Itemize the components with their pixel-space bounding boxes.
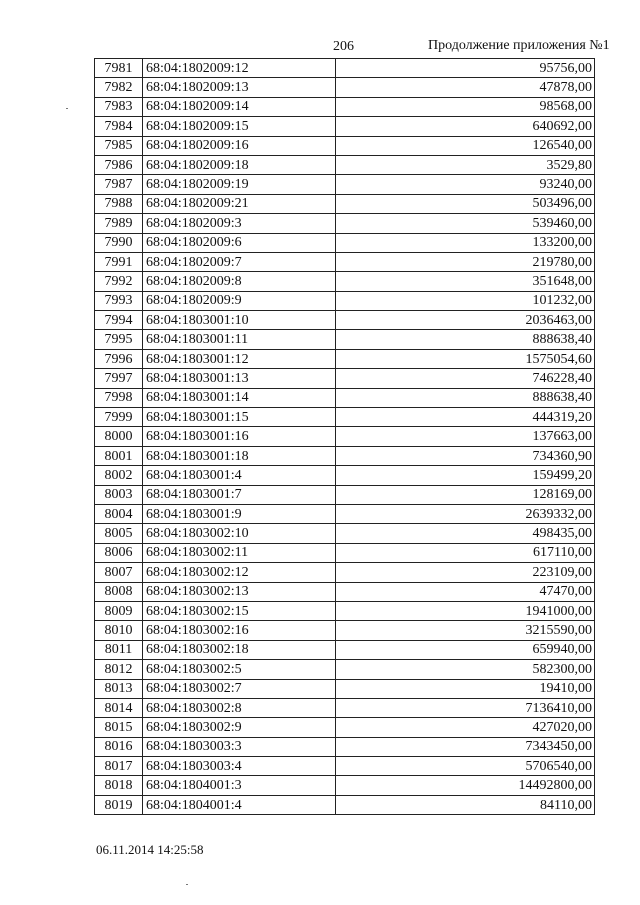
cadastral-number-cell: 68:04:1803002:16	[143, 621, 336, 640]
row-number-cell: 8014	[95, 698, 143, 717]
row-number-cell: 8004	[95, 504, 143, 523]
table-row	[95, 59, 595, 78]
cadastral-number-cell: 68:04:1803001:18	[143, 446, 336, 465]
cadastral-value-cell: 14492800,00	[336, 776, 595, 795]
row-number-cell: 7991	[95, 252, 143, 271]
row-number-cell: 8006	[95, 543, 143, 562]
cadastral-value-cell: 159499,20	[336, 466, 595, 485]
row-number-cell: 7986	[95, 155, 143, 174]
table-row	[95, 136, 595, 155]
cadastral-number-cell: 68:04:1802009:14	[143, 97, 336, 116]
cadastral-value-cell: 888638,40	[336, 388, 595, 407]
cadastral-number-cell: 68:04:1802009:19	[143, 175, 336, 194]
cadastral-value-cell: 427020,00	[336, 718, 595, 737]
cadastral-value-cell: 640692,00	[336, 117, 595, 136]
table-row	[95, 155, 595, 174]
cadastral-value-cell: 47878,00	[336, 78, 595, 97]
table-row	[95, 795, 595, 814]
table-row	[95, 543, 595, 562]
cadastral-value-cell: 223109,00	[336, 563, 595, 582]
row-number-cell: 7994	[95, 311, 143, 330]
cadastral-number-cell: 68:04:1802009:12	[143, 59, 336, 78]
cadastral-value-cell: 7136410,00	[336, 698, 595, 717]
table-row	[95, 427, 595, 446]
table-row	[95, 214, 595, 233]
cadastral-number-cell: 68:04:1803002:10	[143, 524, 336, 543]
cadastral-number-cell: 68:04:1802009:8	[143, 272, 336, 291]
cadastral-value-cell: 617110,00	[336, 543, 595, 562]
cadastral-value-cell: 84110,00	[336, 795, 595, 814]
cadastral-number-cell: 68:04:1802009:21	[143, 194, 336, 213]
cadastral-value-cell: 3529,80	[336, 155, 595, 174]
table-row	[95, 78, 595, 97]
row-number-cell: 8010	[95, 621, 143, 640]
print-timestamp: 06.11.2014 14:25:58	[96, 842, 204, 857]
scan-speck	[186, 884, 188, 885]
cadastral-value-cell: 351648,00	[336, 272, 595, 291]
table-row	[95, 233, 595, 252]
table-row	[95, 330, 595, 349]
cadastral-value-cell: 101232,00	[336, 291, 595, 310]
row-number-cell: 7997	[95, 369, 143, 388]
table-row	[95, 504, 595, 523]
cadastral-value-cell: 1941000,00	[336, 601, 595, 620]
cadastral-value-cell: 746228,40	[336, 369, 595, 388]
row-number-cell: 8008	[95, 582, 143, 601]
cadastral-number-cell: 68:04:1803001:11	[143, 330, 336, 349]
table-row	[95, 737, 595, 756]
table-row	[95, 291, 595, 310]
row-number-cell: 7990	[95, 233, 143, 252]
cadastral-number-cell: 68:04:1803003:3	[143, 737, 336, 756]
cadastral-number-cell: 68:04:1803002:15	[143, 601, 336, 620]
cadastral-number-cell: 68:04:1803002:7	[143, 679, 336, 698]
cadastral-number-cell: 68:04:1803001:12	[143, 349, 336, 368]
table-row	[95, 679, 595, 698]
table-row	[95, 485, 595, 504]
cadastral-value-cell: 659940,00	[336, 640, 595, 659]
cadastral-value-cell: 95756,00	[336, 59, 595, 78]
table-row	[95, 582, 595, 601]
cadastral-value-cell: 1575054,60	[336, 349, 595, 368]
cadastral-value-cell: 137663,00	[336, 427, 595, 446]
cadastral-number-cell: 68:04:1803002:9	[143, 718, 336, 737]
row-number-cell: 8000	[95, 427, 143, 446]
table-row	[95, 640, 595, 659]
row-number-cell: 7984	[95, 117, 143, 136]
table-row	[95, 272, 595, 291]
row-number-cell: 8005	[95, 524, 143, 543]
table-row	[95, 311, 595, 330]
cadastral-number-cell: 68:04:1803002:8	[143, 698, 336, 717]
cadastral-number-cell: 68:04:1802009:6	[143, 233, 336, 252]
table-row	[95, 175, 595, 194]
cadastral-value-cell: 3215590,00	[336, 621, 595, 640]
cadastral-number-cell: 68:04:1803002:13	[143, 582, 336, 601]
row-number-cell: 8012	[95, 660, 143, 679]
cadastral-number-cell: 68:04:1803001:13	[143, 369, 336, 388]
row-number-cell: 7988	[95, 194, 143, 213]
table-row	[95, 408, 595, 427]
row-number-cell: 7998	[95, 388, 143, 407]
row-number-cell: 7999	[95, 408, 143, 427]
cadastral-number-cell: 68:04:1802009:3	[143, 214, 336, 233]
table-row	[95, 621, 595, 640]
cadastral-value-cell: 539460,00	[336, 214, 595, 233]
row-number-cell: 7985	[95, 136, 143, 155]
cadastral-number-cell: 68:04:1803002:11	[143, 543, 336, 562]
row-number-cell: 7982	[95, 78, 143, 97]
row-number-cell: 8001	[95, 446, 143, 465]
cadastral-number-cell: 68:04:1802009:7	[143, 252, 336, 271]
cadastral-value-cell: 2036463,00	[336, 311, 595, 330]
cadastral-value-cell: 734360,90	[336, 446, 595, 465]
cadastral-value-cell: 93240,00	[336, 175, 595, 194]
row-number-cell: 7992	[95, 272, 143, 291]
cadastral-number-cell: 68:04:1803001:7	[143, 485, 336, 504]
table-row	[95, 698, 595, 717]
row-number-cell: 7981	[95, 59, 143, 78]
row-number-cell: 8002	[95, 466, 143, 485]
cadastral-value-cell: 888638,40	[336, 330, 595, 349]
cadastral-number-cell: 68:04:1803001:4	[143, 466, 336, 485]
row-number-cell: 7987	[95, 175, 143, 194]
cadastral-number-cell: 68:04:1804001:3	[143, 776, 336, 795]
table-row	[95, 757, 595, 776]
table-row	[95, 97, 595, 116]
cadastral-value-cell: 128169,00	[336, 485, 595, 504]
table-row	[95, 369, 595, 388]
table-body	[95, 59, 595, 815]
continuation-caption: Продолжение приложения №1	[428, 38, 610, 53]
row-number-cell: 8009	[95, 601, 143, 620]
cadastral-value-cell: 498435,00	[336, 524, 595, 543]
table-row	[95, 349, 595, 368]
table-row	[95, 660, 595, 679]
cadastral-value-cell: 47470,00	[336, 582, 595, 601]
row-number-cell: 8007	[95, 563, 143, 582]
page-number: 206	[333, 39, 354, 54]
cadastral-number-cell: 68:04:1803002:5	[143, 660, 336, 679]
table-row	[95, 776, 595, 795]
row-number-cell: 7989	[95, 214, 143, 233]
cadastral-number-cell: 68:04:1802009:13	[143, 78, 336, 97]
row-number-cell: 7993	[95, 291, 143, 310]
cadastral-number-cell: 68:04:1803001:16	[143, 427, 336, 446]
cadastral-value-cell: 19410,00	[336, 679, 595, 698]
row-number-cell: 8017	[95, 757, 143, 776]
table-row	[95, 524, 595, 543]
cadastral-number-cell: 68:04:1802009:16	[143, 136, 336, 155]
row-number-cell: 7983	[95, 97, 143, 116]
cadastral-number-cell: 68:04:1804001:4	[143, 795, 336, 814]
table-row	[95, 446, 595, 465]
row-number-cell: 8003	[95, 485, 143, 504]
cadastral-number-cell: 68:04:1803001:15	[143, 408, 336, 427]
cadastral-value-cell: 503496,00	[336, 194, 595, 213]
row-number-cell: 8018	[95, 776, 143, 795]
cadastral-value-cell: 5706540,00	[336, 757, 595, 776]
cadastral-value-cell: 444319,20	[336, 408, 595, 427]
cadastral-number-cell: 68:04:1802009:18	[143, 155, 336, 174]
cadastral-number-cell: 68:04:1802009:15	[143, 117, 336, 136]
table-row	[95, 388, 595, 407]
cadastral-number-cell: 68:04:1803002:18	[143, 640, 336, 659]
table-row	[95, 601, 595, 620]
cadastral-number-cell: 68:04:1803001:10	[143, 311, 336, 330]
cadastral-value-cell: 2639332,00	[336, 504, 595, 523]
cadastral-value-cell: 126540,00	[336, 136, 595, 155]
cadastral-value-cell: 582300,00	[336, 660, 595, 679]
table-row	[95, 718, 595, 737]
cadastral-number-cell: 68:04:1803003:4	[143, 757, 336, 776]
table-row	[95, 466, 595, 485]
cadastral-value-cell: 133200,00	[336, 233, 595, 252]
cadastral-number-cell: 68:04:1802009:9	[143, 291, 336, 310]
scan-speck	[66, 108, 68, 109]
row-number-cell: 7996	[95, 349, 143, 368]
cadastral-number-cell: 68:04:1803001:14	[143, 388, 336, 407]
cadastral-number-cell: 68:04:1803001:9	[143, 504, 336, 523]
table-row	[95, 194, 595, 213]
row-number-cell: 8016	[95, 737, 143, 756]
cadastral-value-cell: 98568,00	[336, 97, 595, 116]
table-row	[95, 117, 595, 136]
cadastral-value-table	[94, 58, 595, 815]
cadastral-number-cell: 68:04:1803002:12	[143, 563, 336, 582]
row-number-cell: 8013	[95, 679, 143, 698]
table-row	[95, 563, 595, 582]
row-number-cell: 8015	[95, 718, 143, 737]
row-number-cell: 7995	[95, 330, 143, 349]
cadastral-value-cell: 7343450,00	[336, 737, 595, 756]
cadastral-value-cell: 219780,00	[336, 252, 595, 271]
table-row	[95, 252, 595, 271]
row-number-cell: 8011	[95, 640, 143, 659]
row-number-cell: 8019	[95, 795, 143, 814]
